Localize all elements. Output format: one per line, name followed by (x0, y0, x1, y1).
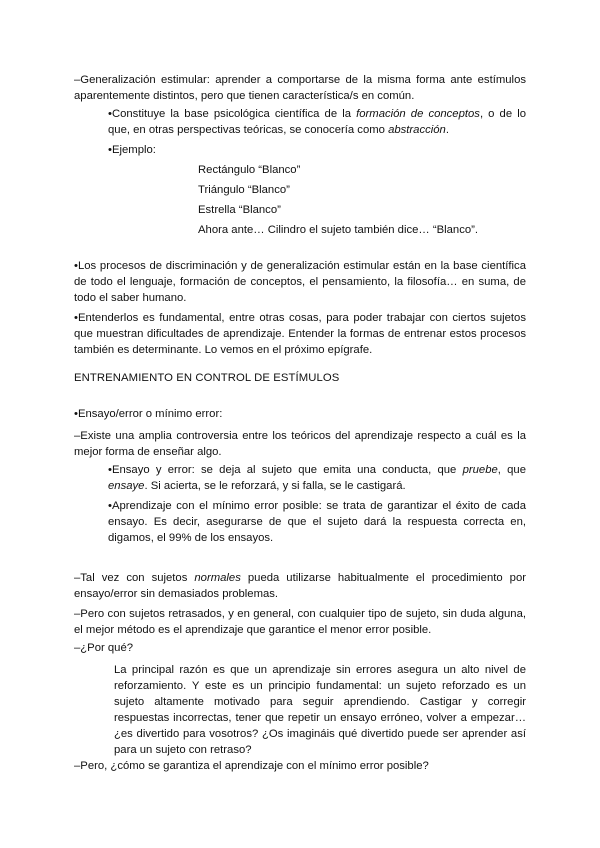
paragraph-formacion-conceptos (108, 106, 526, 138)
paragraph-principal-razon: La principal razón es que un aprendizaje sin errores asegura un alto nivel de reforzamiento. Y este es un principio fundamental: un sujeto reforzado es un sujeto altamente motivado para seguir aprendiendo. Castigar y corregir respuestas incorrectas, tener que repetir un ensayo erróneo, volver a empezar… ¿es divertido para vosotros? ¿Os imagináis qué divertido puede ser aprender así para un sujeto con retraso? (114, 664, 526, 756)
paragraph-sujetos-normales (74, 570, 526, 602)
emphasis-normales: normales (194, 572, 241, 584)
text-span: •Ensayo y error: se deja al sujeto que emita una conducta, que (108, 464, 463, 476)
section-heading: ENTRENAMIENTO EN CONTROL DE ESTÍMULOS (74, 372, 340, 384)
emphasis-ensaye: ensaye (108, 480, 145, 492)
paragraph-minimo-error: •Aprendizaje con el mínimo error posible: se trata de garantizar el éxito de cada ensayo. Es decir, asegurarse de que el sujeto dará la respuesta correcta en, digamos, el 99% de los ensayos. (108, 500, 526, 544)
example-line: Estrella “Blanco” (198, 204, 281, 216)
paragraph-ensayo-error: •Ensayo/error o mínimo error: (74, 408, 223, 420)
text-span: . Si acierta, se le reforzará, y si falla, se le castigará. (144, 480, 406, 492)
ejemplo-label: •Ejemplo: (108, 144, 156, 156)
text-span: , o de lo que, en otras perspectivas teóricas, se conocería como (108, 108, 527, 136)
paragraph-procesos: •Los procesos de discriminación y de generalización estimular están en la base científica de todo el lenguaje, formación de conceptos, el pensamiento, la filosofía… en suma, de todo el saber humano. (74, 260, 526, 304)
emphasis-abstraccion: abstracción (388, 124, 446, 136)
paragraph-controversia: –Existe una amplia controversia entre los teóricos del aprendizaje respecto a cuál es la mejor forma de enseñar algo. (74, 430, 526, 458)
emphasis-pruebe: pruebe (462, 464, 498, 476)
text-span: , que (497, 464, 526, 476)
example-line: Rectángulo “Blanco” (198, 164, 301, 176)
text-span: . (445, 124, 449, 136)
paragraph-ensayo-y-error (108, 462, 526, 494)
emphasis-formacion: formación de conceptos (356, 108, 480, 120)
text-span: pueda utilizarse habitualmente el procedimiento por ensayo/error sin demasiados problemas. (74, 572, 526, 600)
example-line: Ahora ante… Cilindro el sujeto también dice… “Blanco”. (198, 224, 479, 236)
text-span: –Tal vez con sujetos (74, 572, 195, 584)
example-line: Triángulo “Blanco” (198, 184, 290, 196)
paragraph-sujetos-retrasados: –Pero con sujetos retrasados, y en general, con cualquier tipo de sujeto, sin duda alguna, el mejor método es el aprendizaje que garantice el menor error posible. (74, 608, 526, 636)
paragraph-generalizacion: –Generalización estimular: aprender a comportarse de la misma forma ante estímulos aparentemente distintos, pero que tienen característica/s en común. (74, 74, 526, 102)
paragraph-como-garantiza: –Pero, ¿cómo se garantiza el aprendizaje con el mínimo error posible? (74, 760, 429, 772)
text-span: •Constituye la base psicológica científica de la (108, 108, 357, 120)
paragraph-por-que: –¿Por qué? (74, 642, 134, 654)
paragraph-entenderlos: •Entenderlos es fundamental, entre otras cosas, para poder trabajar con ciertos sujetos que muestran dificultades de aprendizaje. Entender la formas de entrenar estos procesos también es determinante. Lo vemos en el próximo epígrafe. (74, 312, 526, 356)
